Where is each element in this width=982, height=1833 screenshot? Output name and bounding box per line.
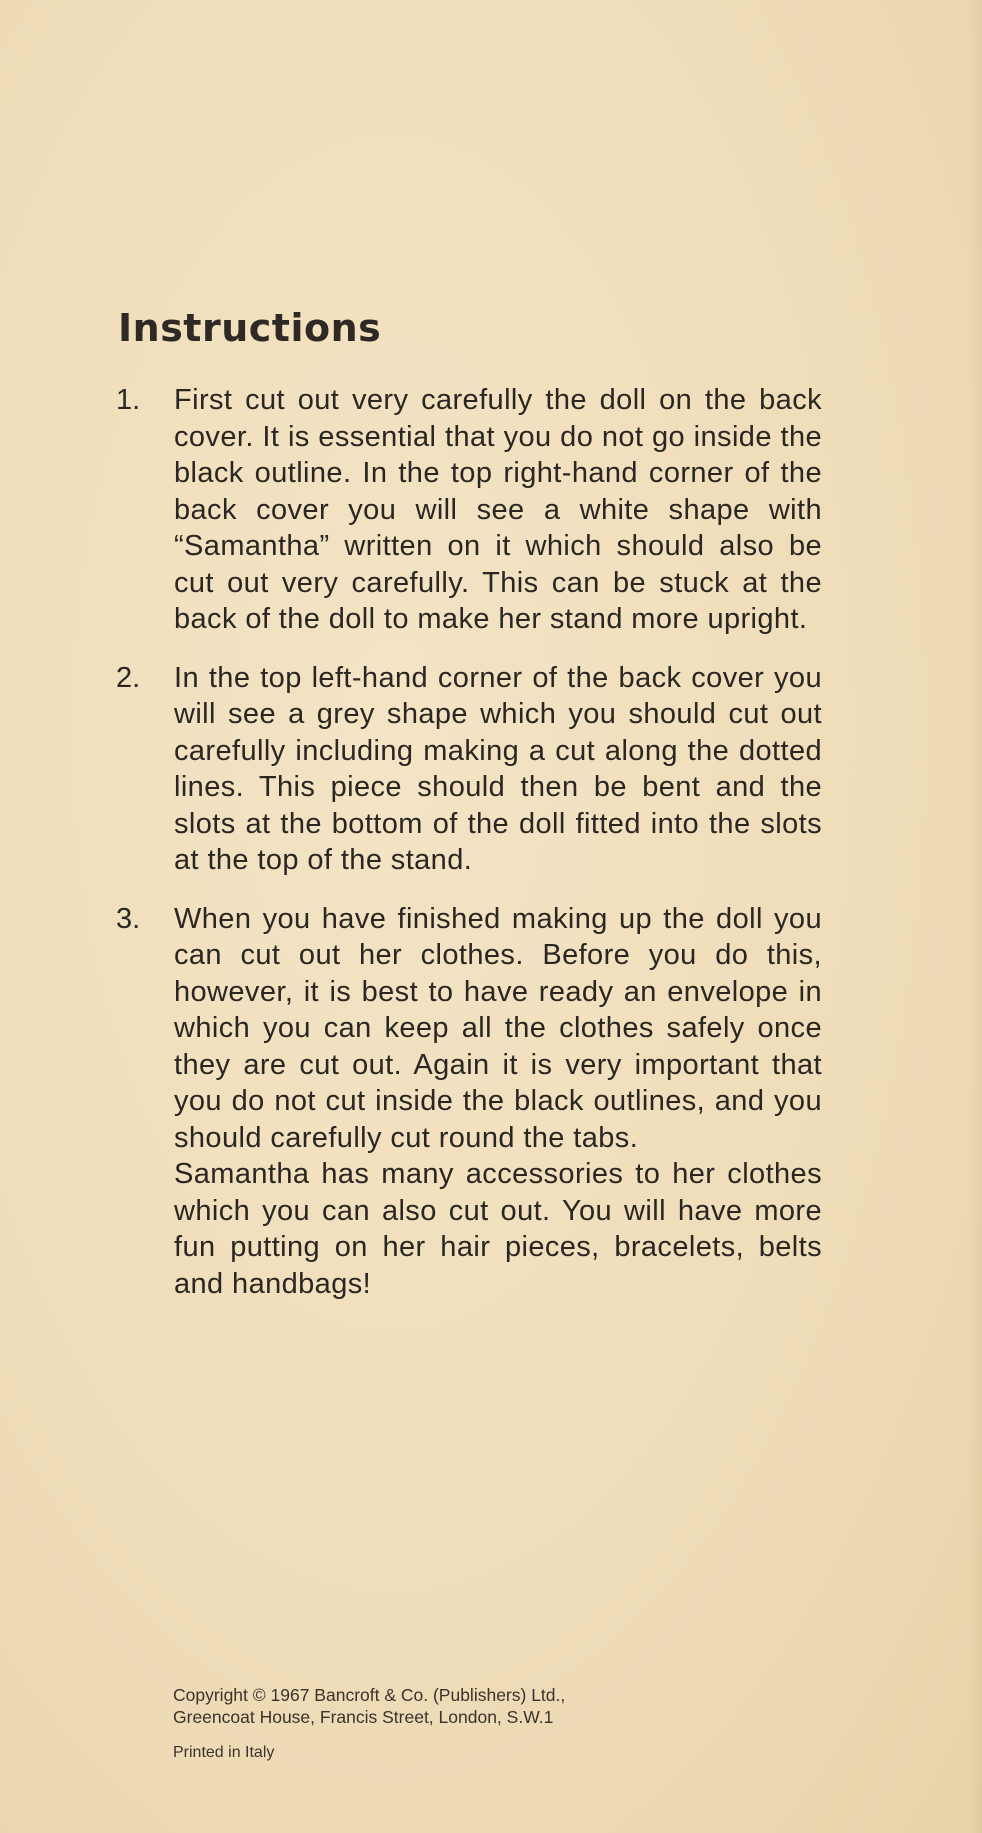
instruction-text: First cut out very carefully the doll on the back cover. It is essential that you do not go inside the black outline. In the top right-hand corner of the back cover you will see a white shape with “Samantha” written on it which should also be cut out very carefully. This can be stuck at the back of the doll to make her stand more upright. bbox=[174, 384, 822, 635]
page-title: Instructions bbox=[118, 306, 382, 350]
copyright-line: Copyright © 1967 Bancroft & Co. (Publishers) Ltd., bbox=[173, 1685, 566, 1705]
imprint bbox=[173, 1684, 773, 1764]
instruction-item bbox=[116, 660, 822, 879]
instruction-number: 2. bbox=[116, 661, 141, 694]
page-edge bbox=[968, 0, 982, 1833]
instruction-body bbox=[174, 901, 822, 1303]
instruction-list bbox=[116, 382, 822, 1324]
instruction-text: Samantha has many accessories to her clothes which you can also cut out. You will have more fun putting on her hair pieces, bracelets, belts and handbags! bbox=[174, 1158, 822, 1300]
publisher-address: Greencoat House, Francis Street, London, S.W.1 bbox=[173, 1707, 554, 1727]
instruction-item bbox=[116, 901, 822, 1303]
instruction-text: When you have finished making up the doll you can cut out her clothes. Before you do this, however, it is best to have ready an envelope in which you can keep all the clothes safely once they are cut out. Again it is very important that you do not cut inside the black outlines, and you should carefully cut round the tabs. bbox=[174, 902, 822, 1154]
instruction-item bbox=[116, 382, 822, 638]
instruction-number: 3. bbox=[116, 902, 141, 935]
instruction-text: In the top left-hand corner of the back cover you will see a grey shape which you should cut out carefully including making a cut along the dotted lines. This piece should then be bent and the slots at the bottom of the doll fitted into the slots at the top of the stand. bbox=[174, 661, 822, 876]
instruction-body bbox=[174, 382, 822, 638]
instruction-body bbox=[174, 660, 822, 879]
printed-in-note: Printed in Italy bbox=[173, 1744, 275, 1761]
instruction-number: 1. bbox=[116, 384, 141, 416]
